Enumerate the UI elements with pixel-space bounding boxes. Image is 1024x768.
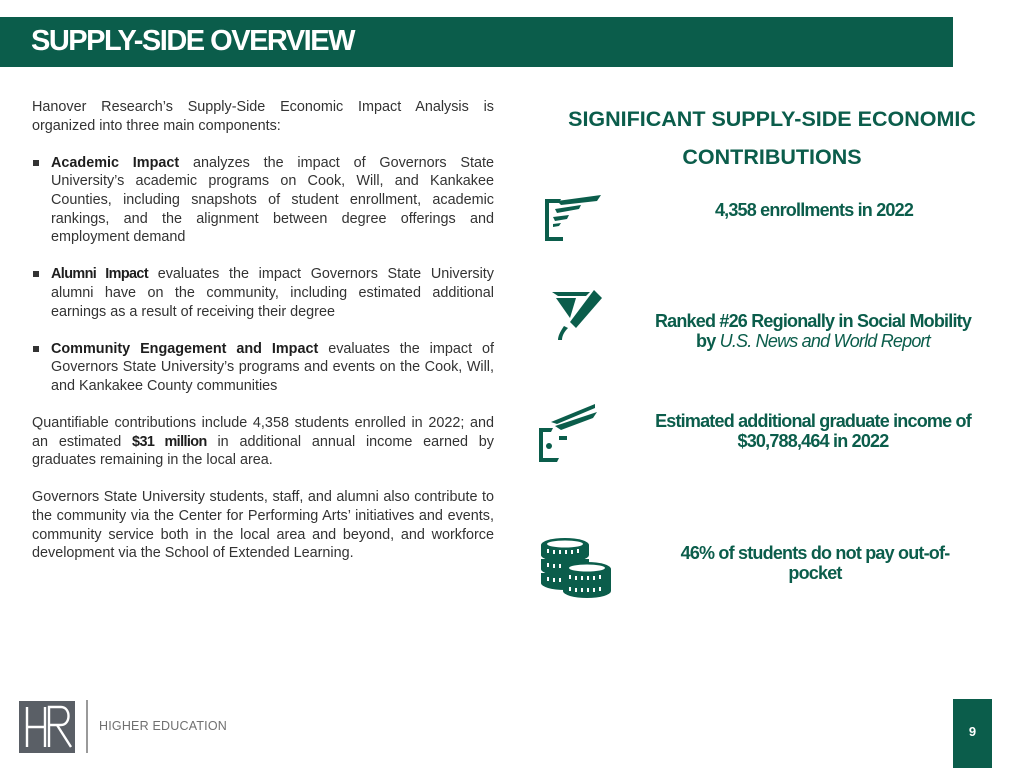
title-bar <box>0 17 953 67</box>
quant-text: Quantifiable contributions include 4,358 students enrolled in 2022; and an estimated <box>32 415 494 450</box>
bullet-text: evaluates the impact of Governors State University’s programs and events on the Cook, Will, and Kankakee County communities <box>51 340 495 394</box>
list-item <box>32 154 494 247</box>
page-title: SUPPLY-SIDE OVERVIEW <box>31 25 354 57</box>
bullet-term: Alumni Impact <box>51 266 149 283</box>
stat-out-of-pocket: 46% of students do not pay out-of- pocket <box>680 543 950 583</box>
stat-income: Estimated additional graduate income of $30,788,464 in 2022 <box>655 411 971 451</box>
hanover-logo <box>19 701 75 753</box>
bullet-text: analyzes the impact of Governors State University’s academic programs on Cook, Will, and Kankakee Counties, including snapshots of student enrollment, academic rankings, and the alignment between degree offerings and employment demand <box>51 154 494 246</box>
bullet-marker <box>33 346 39 352</box>
bullet-marker <box>33 271 39 277</box>
footer-divider <box>86 700 88 753</box>
list-item <box>32 265 494 321</box>
footer-label: HIGHER EDUCATION <box>99 719 227 733</box>
closing-paragraph: Governors State University students, staff, and alumni also contribute to the community via the Center for Performing Arts’ initiatives and events, community service both in the local area and beyond, and workforce development via the School of Extended Learning. <box>32 489 494 562</box>
quant-highlight: $31 million <box>132 433 207 450</box>
page-number-box <box>953 699 992 768</box>
income-icon <box>537 402 599 464</box>
coins-icon <box>539 537 613 599</box>
ranking-source: U.S. News and World Report <box>719 331 930 351</box>
bullet-term: Academic Impact <box>51 154 180 171</box>
page-number: 9 <box>968 724 977 739</box>
quant-text-end: in additional annual income earned by graduates remaining in the local area. <box>32 433 494 469</box>
ranking-icon <box>550 288 604 342</box>
quantifiable-paragraph <box>32 414 494 470</box>
stat-enrollments: 4,358 enrollments in 2022 <box>714 200 914 220</box>
list-item <box>32 340 494 396</box>
bullet-marker <box>33 160 39 166</box>
contributions-heading: SIGNIFICANT SUPPLY-SIDE ECONOMIC CONTRIBUTIONS <box>568 107 976 169</box>
intro-paragraph: Hanover Research’s Supply-Side Economic Impact Analysis is organized into three main components: <box>32 99 494 134</box>
bullet-text: evaluates the impact Governors State University alumni have on the community, including estimated additional earnings as a result of receiving their degree <box>51 266 494 320</box>
left-column <box>32 98 494 563</box>
enrollment-icon <box>541 193 603 243</box>
bullet-term: Community Engagement and Impact <box>51 340 319 357</box>
components-list <box>32 154 494 396</box>
stat-ranking: Ranked #26 Regionally in Social Mobility by U.S. News and World Report <box>654 311 972 351</box>
